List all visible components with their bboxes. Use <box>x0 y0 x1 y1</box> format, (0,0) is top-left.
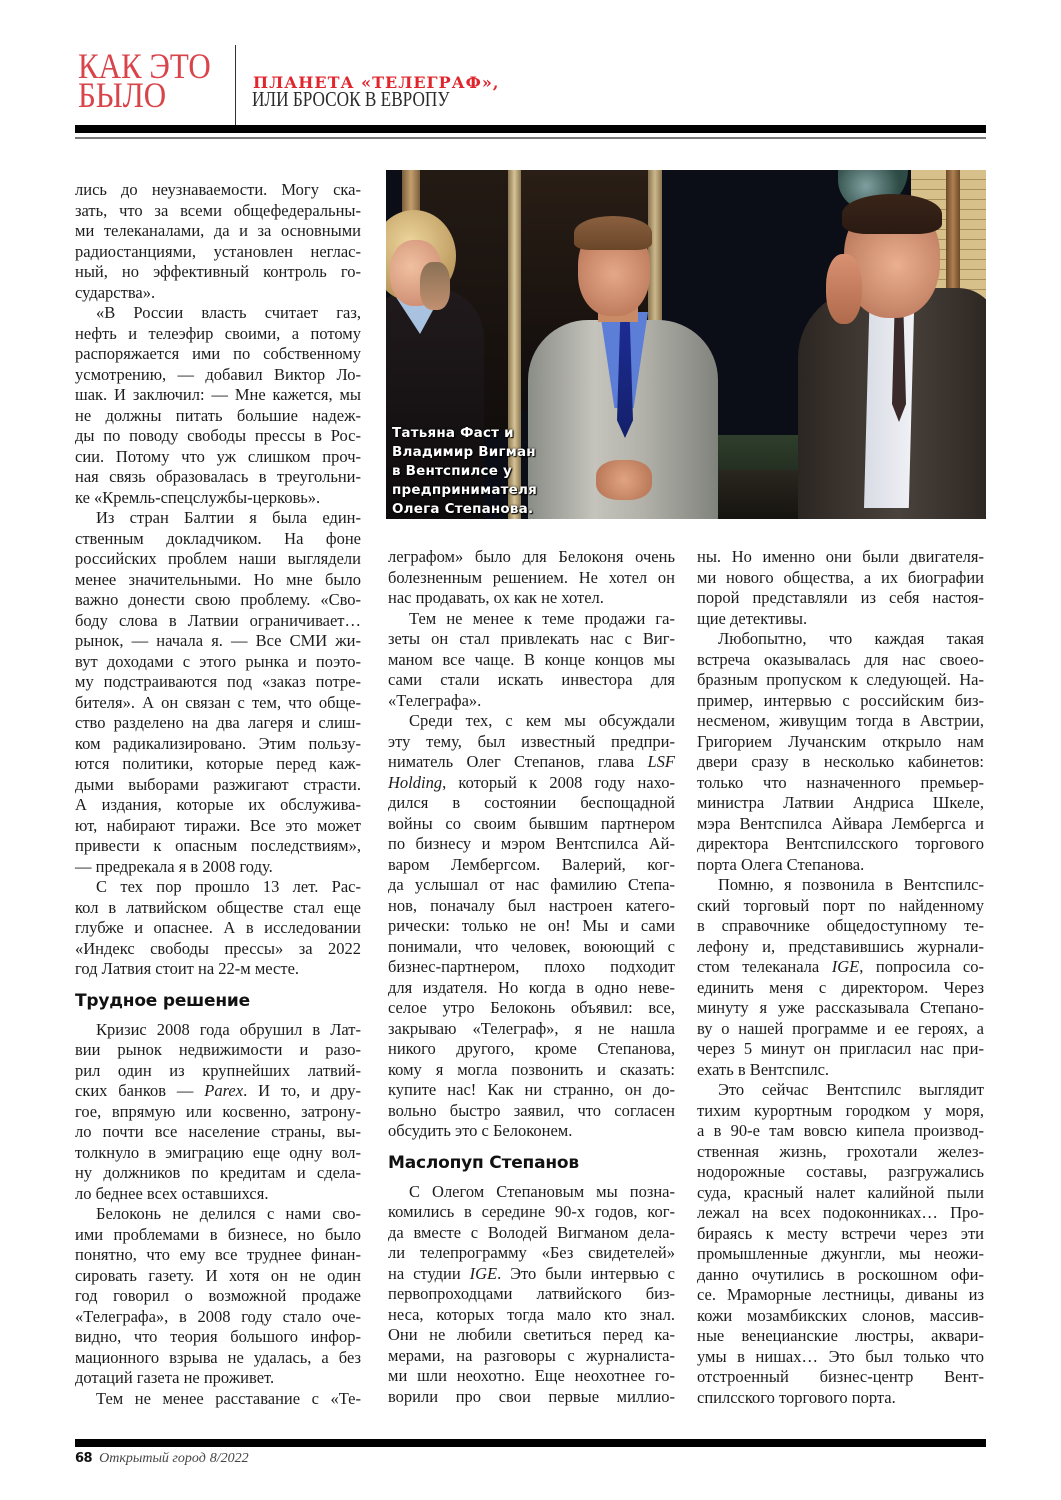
text-line: зать, что за всеми общефедеральны- <box>75 200 361 220</box>
text-line: закрываю «Телеграф», я не нашла <box>388 1018 675 1038</box>
section-kicker-line2: БЫЛО <box>78 75 167 115</box>
paragraph <box>388 609 675 712</box>
text-line: порой представляли из себя настоя- <box>697 588 984 607</box>
text-line: сировать газету. И хотя он не один <box>75 1265 361 1285</box>
text-line: Тем не менее к теме продажи га- <box>409 608 675 628</box>
text-line: ная связь образовалась в треугольни- <box>75 467 361 486</box>
italic-term: LSF <box>647 752 675 771</box>
article-title: ПЛАНЕТА «ТЕЛЕГРАФ», <box>253 73 500 92</box>
header-rule-thick <box>75 125 986 133</box>
text-line: нов, поначалу был настроен катего- <box>388 895 675 915</box>
text-line: селое утро Белоконь объявил: все, <box>388 998 675 1017</box>
text-line: отстроенный бизнес-центр Вент- <box>697 1367 984 1386</box>
text-line: бразным пропуском к следующей. На- <box>697 670 984 689</box>
paragraph <box>697 1080 984 1408</box>
text-line: пример, интервью с российским биз- <box>697 690 984 710</box>
paragraph <box>75 1020 361 1205</box>
text-line: Из стран Балтии я была един- <box>96 508 361 527</box>
text-line: Это сейчас Вентспилс выглядит <box>718 1080 984 1099</box>
text-line: войны со своим бывшим партнером <box>388 813 675 833</box>
text-line: зеты он стал привлекать нас с Виг- <box>388 629 675 648</box>
text-line: бираясь к месту встречи через эти <box>697 1223 984 1243</box>
text-line: ственным докладчиком. На фоне <box>75 528 361 548</box>
text-line: министра Латвии Андриса Шкеле, <box>697 793 984 812</box>
text-line: болезненным решением. Не хотел он <box>388 567 675 587</box>
text-line: Любопытно, что каждая такая <box>718 629 984 648</box>
text-line: для издателя. Но когда в одно неве- <box>388 977 675 997</box>
text-line: нас продавать, ох как не хотел. <box>388 588 604 607</box>
photo-man-right-hand <box>826 254 862 324</box>
text-line: радиостанциями, установлен неглас- <box>75 241 361 261</box>
photo-caption <box>392 424 537 519</box>
text-line: Среди тех, с кем мы обсуждали <box>409 711 675 730</box>
photo-caption-line: Татьяна Фаст и <box>392 425 514 441</box>
text-line: ются политики, которые перед каж- <box>75 754 361 773</box>
text-line: лефону и, представившись журнали- <box>697 936 984 956</box>
text-line: в справочнике общедоступному те- <box>697 916 984 935</box>
paragraph <box>75 1389 361 1410</box>
text-line: дыми выборами разжигают страсти. <box>75 774 361 794</box>
text-line: бизнес-партнером, плохо подходит <box>388 957 675 976</box>
text-segment: стом телеканала <box>697 957 832 976</box>
paragraph <box>388 547 675 609</box>
text-line: менее значительными. Но мне было <box>75 569 361 589</box>
paragraph <box>697 875 984 1080</box>
text-line: усмотрению, — добавил Виктор Ло- <box>75 364 361 384</box>
text-line: щие детективы. <box>697 608 808 628</box>
text-line <box>388 1264 675 1285</box>
text-line: понятно, что ему все труднее финан- <box>75 1245 361 1264</box>
text-line: нодорожные составы, разгружались <box>697 1162 984 1181</box>
text-line: гое, впрямую или косвенно, затрону- <box>75 1101 361 1121</box>
text-line: «В России власть считает газ, <box>96 303 361 322</box>
italic-term: IGE <box>831 957 860 976</box>
section-kicker-line1: КАК ЭТО <box>78 46 211 86</box>
text-line: понимали, что человек, воюющий с <box>388 936 675 956</box>
text-line: С Олегом Степановым мы позна- <box>409 1181 675 1201</box>
text-line: ные венецианские люстры, аквари- <box>697 1326 984 1345</box>
text-line: лежал на всех подоконниках… Про- <box>697 1203 984 1222</box>
text-line: вии рынок недвижимости и разо- <box>75 1040 361 1059</box>
text-line: — предрекала я в 2008 году. <box>75 856 273 876</box>
text-line: ло беднее всех оставшихся. <box>75 1183 269 1203</box>
footer-rule <box>75 1439 986 1447</box>
text-line: дился в состоянии беспощадной <box>388 793 675 812</box>
magazine-name: Открытый город <box>99 1451 206 1466</box>
text-segment: . И то, и дру- <box>243 1081 361 1100</box>
text-line: важно донести свою проблему. «Сво- <box>75 590 361 609</box>
text-line: ми нового общества, а их биографии <box>697 567 984 587</box>
paragraph <box>388 1182 675 1408</box>
text-line: сии. Потому что уж слишком проч- <box>75 446 361 466</box>
text-line: ды по поводу свободы прессы в Рос- <box>75 426 361 445</box>
text-line: мэра Вентспилса Айвара Лембергса и <box>697 813 984 833</box>
article-subtitle: ИЛИ БРОСОК В ЕВРОПУ <box>252 87 450 111</box>
text-line: вольно быстро заявил, что согласен <box>388 1100 675 1120</box>
paragraph <box>75 877 361 980</box>
text-line: ми телеканалами, да и за основными <box>75 221 361 240</box>
photo-woman-hand <box>420 262 450 310</box>
text-line: ственная жизнь, грохотали желез- <box>697 1141 984 1161</box>
text-line: варом Лембергсом. Валерий, ког- <box>388 854 675 874</box>
text-line: сами стали искать инвестора для <box>388 670 675 689</box>
text-line: первопроходцами латвийского биз- <box>388 1284 675 1303</box>
text-line: С тех пор прошло 13 лет. Рас- <box>96 877 361 896</box>
text-line: леграфом» было для Белоконя очень <box>388 547 675 566</box>
text-line: Тем не менее расставание с «Те- <box>96 1388 361 1408</box>
text-line: суда, красный налет калийной пыли <box>697 1182 984 1202</box>
text-line: Григорием Лучанским открыло нам <box>697 731 984 751</box>
text-line <box>75 1081 361 1102</box>
text-line: Кризис 2008 года обрушил в Лат- <box>96 1019 361 1039</box>
text-line: бителя». А он связан с тем, что обще- <box>75 692 361 712</box>
text-line: сударства». <box>75 282 156 302</box>
text-line: ло почти все население страны, вы- <box>75 1122 361 1141</box>
text-line: встреча оказывалась для нас своео- <box>697 649 984 669</box>
text-line: единить меня с директором. Через <box>697 977 984 997</box>
text-line: комились в середине 90-х годов, ког- <box>388 1202 675 1221</box>
text-line: Помню, я позвонила в Вентспилс- <box>718 875 984 894</box>
section-kicker <box>78 46 211 115</box>
paragraph <box>75 180 361 303</box>
text-line: ком радикализировано. Этим пользу- <box>75 733 361 753</box>
text-line: А издания, которые их обслужива- <box>75 795 361 814</box>
text-line: рынок, — начала я. — Все СМИ жи- <box>75 631 361 650</box>
text-line: обсудить это с Белоконем. <box>388 1121 573 1140</box>
text-line: распоряжается ими по собственному <box>75 344 361 363</box>
text-line: боду слова в Латвии ограничивает… <box>75 610 361 630</box>
text-line: шак. И заключил: — Мне кажется, мы <box>75 385 361 404</box>
text-column-left <box>75 180 361 1409</box>
paragraph <box>697 547 984 629</box>
text-line: по бизнесу и мэром Вентспилса Ай- <box>388 834 675 853</box>
text-line: лись до неузнаваемости. Могу ска- <box>75 180 361 199</box>
text-line: Они не любили светиться перед ка- <box>388 1325 675 1344</box>
text-line: ворили про свои первые миллио- <box>388 1386 675 1406</box>
text-line: минуту я уже рассказывала Степано- <box>697 998 984 1017</box>
text-line: директора Вентспилсского торгового <box>697 834 984 853</box>
text-line: порта Олега Степанова. <box>697 854 865 874</box>
text-line: двери сразу в несколько кабинетов: <box>697 752 984 771</box>
text-line: му подстраиваются под «заказ потре- <box>75 672 361 691</box>
text-line: ну должников по кредитам и сдела- <box>75 1163 361 1182</box>
text-line: никого другого, кроме Степанова, <box>388 1039 675 1058</box>
text-line: через 5 минут он пригласил нас при- <box>697 1039 984 1058</box>
text-line: ство разделено на два лагеря и слиш- <box>75 713 361 732</box>
italic-term: Parex <box>204 1081 244 1100</box>
text-line: кому я могла позвонить и сказать: <box>388 1059 675 1079</box>
paragraph <box>388 711 675 1142</box>
issue-number: 8/2022 <box>209 1451 249 1466</box>
text-line: да вместе с Володей Вигманом дела- <box>388 1222 675 1242</box>
text-line: несменом, живущим тогда в Австрии, <box>697 711 984 730</box>
text-line: маном все чаще. В конце концов мы <box>388 649 675 669</box>
text-line: ны. Но именно они были двигателя- <box>697 547 984 566</box>
text-line: промышленные джунгли, мы неожи- <box>697 1244 984 1263</box>
article-photo <box>386 170 986 519</box>
text-line: рически: только не он! Мы и сами <box>388 916 675 935</box>
text-line <box>388 752 675 773</box>
text-line: только что назначенного премьер- <box>697 772 984 792</box>
photo-caption-line: Олега Степанова. <box>392 501 534 517</box>
text-line: мерами, на разговоры с журналиста- <box>388 1345 675 1365</box>
photo-man-right-hair <box>842 194 942 234</box>
page-number: 68 <box>75 1451 93 1466</box>
text-line: ехать в Вентспилс. <box>697 1059 830 1079</box>
text-line: ими проблемами в бизнесе, но было <box>75 1224 361 1244</box>
text-line: кол в латвийском обществе стал еще <box>75 897 361 917</box>
section-heading: Трудное решение <box>75 990 250 1011</box>
text-line <box>388 773 675 794</box>
paragraph <box>75 1204 361 1389</box>
photo-man-center-hair <box>574 216 652 250</box>
text-segment: . Это были интервью с <box>497 1263 675 1283</box>
paragraph <box>75 303 361 508</box>
text-line: «Телеграфа», в 2008 году стало оче- <box>75 1306 361 1326</box>
text-line: видно, что теория большого инфор- <box>75 1327 361 1346</box>
text-line: год Латвия стоит на 22-м месте. <box>75 959 300 978</box>
text-line: ву о нашей программе и ее героях, а <box>697 1018 984 1038</box>
photo-caption-line: в Вентспилсе у <box>392 463 512 479</box>
text-line: нефть и телеэфир своими, а потому <box>75 323 361 343</box>
text-line: мационного взрыва не удалась, а без <box>75 1347 361 1367</box>
text-segment: ниматель Олег Степанов, глава <box>388 752 648 771</box>
paragraph <box>697 629 984 875</box>
text-line <box>697 957 984 978</box>
text-line: ке «Кремль-спецслужбы-церковь». <box>75 487 321 507</box>
text-line: «Телеграфа». <box>388 690 482 710</box>
photo-caption-line: предпринимателя <box>392 482 537 498</box>
italic-term: Holding <box>388 772 443 792</box>
text-line: вут доходами с этого рынка и поэто- <box>75 651 361 671</box>
text-line: российских проблем наши выглядели <box>75 549 361 568</box>
photo-man-center-hands <box>596 460 652 500</box>
text-line: се. Мраморные лестницы, диваны из <box>697 1285 984 1304</box>
text-line: ми шли неохотно. Еще неохотнее го- <box>388 1366 675 1385</box>
text-segment: , который к 2008 году нахо- <box>442 772 675 792</box>
text-line: ский торговый порт по найденному <box>697 895 984 915</box>
text-line: рил один из крупнейших латвий- <box>75 1060 361 1080</box>
text-line: дотаций газета не проживет. <box>75 1368 275 1387</box>
text-segment: , попросила со- <box>859 957 984 976</box>
page-footer <box>75 1449 249 1468</box>
text-line: купите нас! Как ни странно, он до- <box>388 1080 675 1099</box>
text-line: год говорил о возможной продаже <box>75 1286 361 1305</box>
text-line: не должны питать большие надеж- <box>75 405 361 425</box>
text-column-right <box>697 547 984 1408</box>
text-line: тихим курортным городком у моря, <box>697 1100 984 1120</box>
italic-term: IGE <box>469 1263 498 1283</box>
text-line: ли телепрограмму «Без свидетелей» <box>388 1243 675 1262</box>
text-segment: на студии <box>388 1263 470 1283</box>
header-rule-thin <box>75 137 986 139</box>
text-line: глубже и опаснее. А в исследовании <box>75 918 361 937</box>
photo-caption-line: Владимир Вигман <box>392 444 536 460</box>
text-line: да услышал от нас фамилию Степа- <box>388 875 675 894</box>
text-segment: ских банков — <box>75 1081 205 1100</box>
text-line: привести к опасным последствиям», <box>75 836 361 855</box>
text-column-middle <box>388 547 675 1407</box>
text-line: а в 90-е там вовсю кипела производ- <box>697 1121 984 1140</box>
paragraph <box>75 508 361 877</box>
text-line: эту тему, был известный предпри- <box>388 731 675 751</box>
text-line: Белоконь не делился с нами сво- <box>96 1204 361 1223</box>
text-line: ют, набирают тиражи. Все это может <box>75 815 361 835</box>
text-line: неса, которых тогда мало кто знал. <box>388 1304 675 1324</box>
text-line: кожи мозамбикских слонов, массив- <box>697 1305 984 1325</box>
text-line: толкнуло в эмиграцию еще одну вол- <box>75 1142 361 1162</box>
text-line: данно очутились в роскошном офи- <box>697 1264 984 1284</box>
section-heading: Маслопуп Степанов <box>388 1152 579 1173</box>
text-line: «Индекс свободы прессы» за 2022 <box>75 938 361 958</box>
text-line: умы в нишах… Это был только что <box>697 1346 984 1366</box>
header-vertical-divider <box>235 45 236 125</box>
text-line: спилсского торгового порта. <box>697 1387 896 1407</box>
text-line: ный, но эффективный контроль го- <box>75 262 361 281</box>
